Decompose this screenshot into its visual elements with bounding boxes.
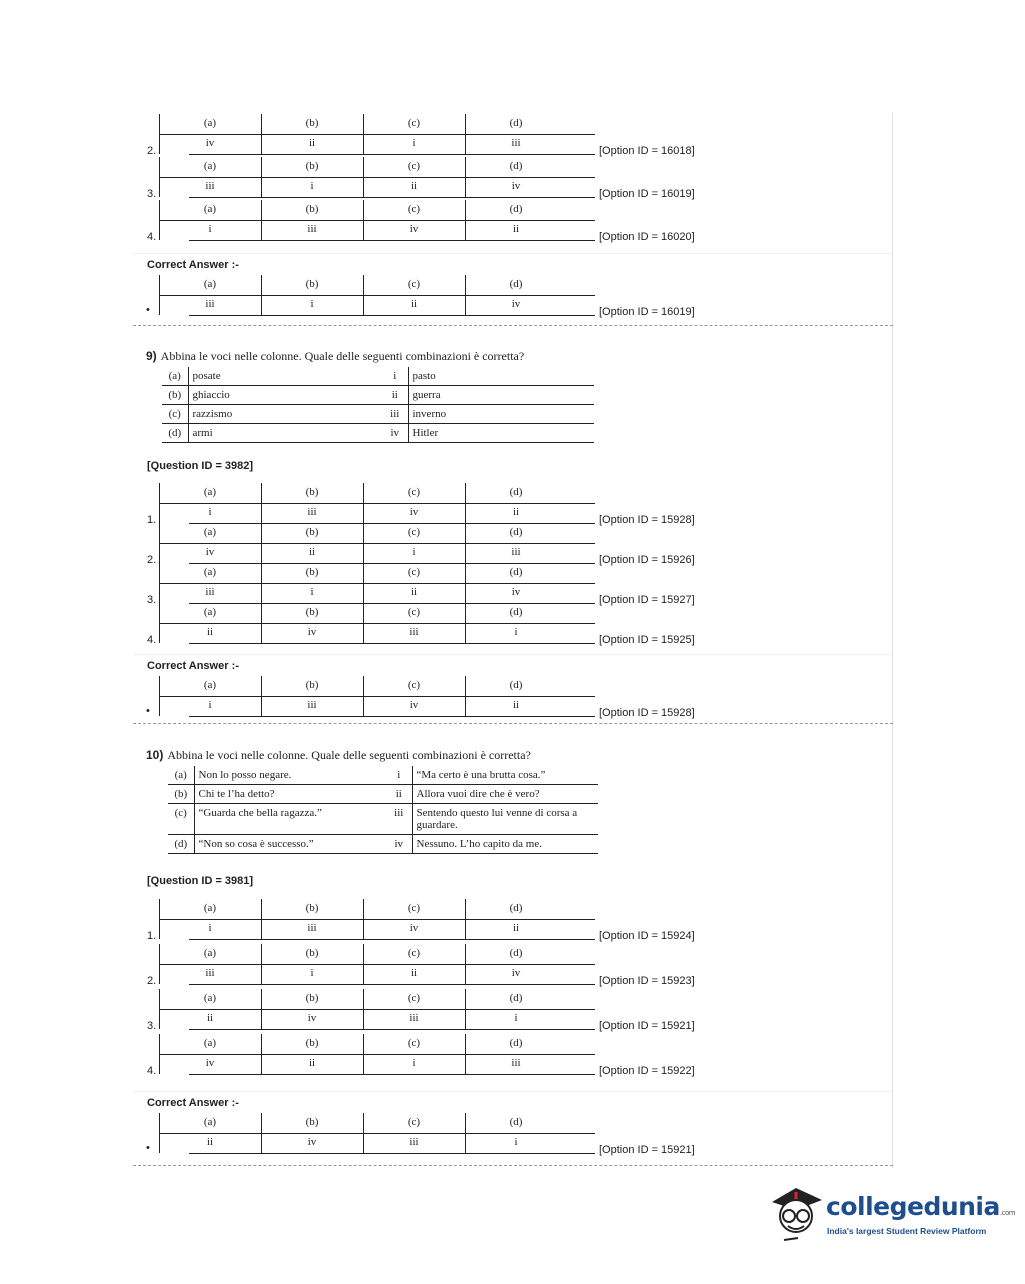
option-row[interactable] (133, 563, 893, 606)
option-value: iii (307, 223, 317, 235)
grid-rule (189, 643, 595, 644)
column-header: (b) (305, 902, 319, 914)
left-item: ghiaccio (188, 386, 382, 405)
right-item: inverno (408, 405, 594, 424)
option-number: 1. (147, 930, 157, 942)
grid-rule (159, 1133, 595, 1134)
option-value: i (514, 1136, 518, 1148)
column-header: (d) (509, 203, 523, 215)
option-value: iv (205, 546, 215, 558)
column-header: (c) (407, 902, 421, 914)
match-row (162, 386, 594, 405)
option-id: [Option ID = 16019] (599, 306, 695, 318)
option-id: [Option ID = 15928] (599, 707, 695, 719)
column-header: (c) (407, 947, 421, 959)
column-header: (d) (509, 947, 523, 959)
option-value: iv (409, 699, 419, 711)
column-header: (b) (305, 1116, 319, 1128)
option-id: [Option ID = 16020] (599, 231, 695, 243)
answer-bullet: • (146, 304, 150, 316)
column-header: (d) (509, 526, 523, 538)
section-rule (133, 253, 893, 254)
option-value: iv (307, 1136, 317, 1148)
correct-answer-label: Correct Answer :- (147, 259, 239, 271)
column-header: (a) (203, 947, 217, 959)
column-header: (d) (509, 1037, 523, 1049)
option-id: [Option ID = 16018] (599, 145, 695, 157)
option-value: ii (512, 922, 520, 934)
option-row[interactable] (133, 200, 893, 243)
grid-rule (159, 1009, 595, 1010)
question-text (146, 349, 524, 364)
column-header: (a) (203, 203, 217, 215)
column-header: (a) (203, 526, 217, 538)
column-header: (b) (305, 486, 319, 498)
row-numeral: ii (386, 785, 412, 804)
grid-rule (159, 1054, 595, 1055)
row-letter: (b) (168, 785, 194, 804)
option-number: 3. (147, 594, 157, 606)
row-letter: (a) (162, 367, 188, 386)
right-item: guerra (408, 386, 594, 405)
option-value: iii (205, 586, 215, 598)
question-divider (133, 1165, 893, 1166)
column-header: (a) (203, 117, 217, 129)
left-item: Chi te l’ha detto? (194, 785, 386, 804)
option-number: 3. (147, 188, 157, 200)
option-value: iii (307, 922, 317, 934)
question-divider (133, 723, 893, 724)
column-header: (a) (203, 902, 217, 914)
right-item: “Ma certo è una brutta cosa.” (412, 766, 598, 785)
option-row[interactable] (133, 275, 893, 318)
match-row (168, 785, 598, 804)
answer-bullet: • (146, 705, 150, 717)
right-item: Hitler (408, 424, 594, 443)
row-numeral: iv (382, 424, 408, 443)
grid-rule (159, 583, 595, 584)
match-row (168, 766, 598, 785)
option-row[interactable] (133, 1034, 893, 1077)
option-grid (159, 603, 595, 643)
match-row (162, 405, 594, 424)
option-number: 3. (147, 1020, 157, 1032)
row-numeral: i (382, 367, 408, 386)
option-value: iii (511, 1057, 521, 1069)
option-grid (159, 944, 595, 984)
grid-rule (159, 696, 595, 697)
option-number: 4. (147, 1065, 157, 1077)
collegedunia-logo (766, 1180, 1016, 1250)
column-header: (a) (203, 486, 217, 498)
row-numeral: iv (386, 835, 412, 854)
option-value: iii (409, 626, 419, 638)
column-header: (d) (509, 486, 523, 498)
option-number: 2. (147, 975, 157, 987)
column-header: (a) (203, 679, 217, 691)
option-value: iv (205, 137, 215, 149)
column-header: (b) (305, 992, 319, 1004)
column-header: (a) (203, 606, 217, 618)
option-value: iii (409, 1136, 419, 1148)
correct-answer-label: Correct Answer :- (147, 660, 239, 672)
option-value: ii (410, 967, 418, 979)
grid-rule (159, 964, 595, 965)
column-header: (c) (407, 278, 421, 290)
option-grid (159, 523, 595, 563)
option-value: iv (409, 922, 419, 934)
option-grid (159, 114, 595, 154)
column-header: (b) (305, 526, 319, 538)
option-grid (159, 200, 595, 240)
grid-rule (189, 984, 595, 985)
grid-rule (189, 154, 595, 155)
option-value: i (208, 922, 212, 934)
option-id: [Option ID = 15927] (599, 594, 695, 606)
column-header: (b) (305, 679, 319, 691)
question-body: Abbina le voci nelle colonne. Quale delle seguenti combinazioni è corretta? (160, 349, 525, 363)
option-id: [Option ID = 15922] (599, 1065, 695, 1077)
option-value: iv (205, 1057, 215, 1069)
option-value: i (514, 626, 518, 638)
column-header: (b) (305, 566, 319, 578)
right-item: Nessuno. L’ho capito da me. (412, 835, 598, 854)
question-number: 9) (146, 349, 157, 363)
option-id: [Option ID = 15926] (599, 554, 695, 566)
option-grid (159, 899, 595, 939)
question-divider (133, 325, 893, 326)
match-table (162, 367, 594, 443)
option-value: ii (512, 699, 520, 711)
option-value: iii (205, 967, 215, 979)
option-id: [Option ID = 15928] (599, 514, 695, 526)
option-value: iv (511, 298, 521, 310)
row-numeral: iii (382, 405, 408, 424)
option-value: i (208, 506, 212, 518)
option-value: ii (308, 1057, 316, 1069)
column-header: (b) (305, 278, 319, 290)
option-id: [Option ID = 15923] (599, 975, 695, 987)
option-row[interactable] (133, 676, 893, 719)
match-row (162, 367, 594, 386)
option-row[interactable] (133, 114, 893, 157)
option-number: 4. (147, 231, 157, 243)
option-row[interactable] (133, 483, 893, 526)
option-grid (159, 989, 595, 1029)
row-letter: (c) (168, 804, 194, 835)
grid-rule (189, 939, 595, 940)
option-value: i (310, 586, 314, 598)
column-header: (b) (305, 117, 319, 129)
option-value: iii (205, 180, 215, 192)
option-grid (159, 157, 595, 197)
option-value: ii (206, 1136, 214, 1148)
column-header: (d) (509, 992, 523, 1004)
left-item: razzismo (188, 405, 382, 424)
option-value: i (310, 180, 314, 192)
option-value: ii (410, 586, 418, 598)
option-value: ii (410, 298, 418, 310)
column-header: (d) (509, 160, 523, 172)
exam-sheet (133, 113, 893, 1168)
column-header: (d) (509, 1116, 523, 1128)
grid-rule (189, 1074, 595, 1075)
option-value: i (310, 967, 314, 979)
column-header: (b) (305, 160, 319, 172)
grid-rule (159, 919, 595, 920)
row-letter: (c) (162, 405, 188, 424)
option-value: iv (409, 223, 419, 235)
option-grid (159, 275, 595, 315)
column-header: (c) (407, 992, 421, 1004)
column-header: (b) (305, 203, 319, 215)
column-header: (a) (203, 992, 217, 1004)
option-number: 2. (147, 554, 157, 566)
option-value: iv (307, 626, 317, 638)
brand-tagline: India's largest Student Review Platform (827, 1226, 987, 1236)
grid-rule (159, 220, 595, 221)
option-id: [Option ID = 16019] (599, 188, 695, 200)
row-numeral: iii (386, 804, 412, 835)
option-grid (159, 563, 595, 603)
left-item: “Non so cosa è successo.” (194, 835, 386, 854)
row-letter: (d) (168, 835, 194, 854)
grid-rule (159, 134, 595, 135)
column-header: (d) (509, 679, 523, 691)
option-row[interactable] (133, 944, 893, 987)
option-value: iv (511, 967, 521, 979)
column-header: (c) (407, 679, 421, 691)
left-item: posate (188, 367, 382, 386)
option-value: i (412, 1057, 416, 1069)
option-value: iii (511, 137, 521, 149)
option-value: i (412, 137, 416, 149)
column-header: (d) (509, 902, 523, 914)
row-letter: (b) (162, 386, 188, 405)
column-header: (c) (407, 1116, 421, 1128)
option-row[interactable] (133, 1113, 893, 1156)
option-value: iv (307, 1012, 317, 1024)
column-header: (c) (407, 160, 421, 172)
option-value: i (514, 1012, 518, 1024)
column-header: (a) (203, 566, 217, 578)
right-item: pasto (408, 367, 594, 386)
option-number: 1. (147, 514, 157, 526)
option-value: iii (409, 1012, 419, 1024)
column-header: (a) (203, 1116, 217, 1128)
right-item: Allora vuoi dire che è vero? (412, 785, 598, 804)
mascot-icon (766, 1180, 826, 1246)
option-row[interactable] (133, 603, 893, 646)
match-table (168, 766, 598, 854)
option-value: iii (205, 298, 215, 310)
match-row (168, 804, 598, 835)
column-header: (c) (407, 1037, 421, 1049)
question-body: Abbina le voci nelle colonne. Quale delle seguenti combinazioni è corretta? (167, 748, 531, 762)
grid-rule (189, 197, 595, 198)
grid-rule (189, 716, 595, 717)
column-header: (a) (203, 1037, 217, 1049)
question-text (146, 748, 531, 763)
question-number: 10) (146, 748, 164, 762)
option-value: iv (511, 180, 521, 192)
match-row (162, 424, 594, 443)
column-header: (c) (407, 203, 421, 215)
grid-rule (189, 315, 595, 316)
option-value: i (208, 699, 212, 711)
option-id: [Option ID = 15921] (599, 1020, 695, 1032)
option-row[interactable] (133, 989, 893, 1032)
column-header: (c) (407, 526, 421, 538)
column-header: (c) (407, 117, 421, 129)
brand-suffix: .com (999, 1209, 1016, 1217)
option-number: 2. (147, 145, 157, 157)
option-value: iii (511, 546, 521, 558)
option-id: [Option ID = 15924] (599, 930, 695, 942)
option-value: i (310, 298, 314, 310)
option-row[interactable] (133, 157, 893, 200)
left-item: armi (188, 424, 382, 443)
option-value: iii (307, 506, 317, 518)
option-value: ii (512, 506, 520, 518)
grid-rule (189, 1029, 595, 1030)
section-rule (133, 654, 893, 655)
option-row[interactable] (133, 523, 893, 566)
section-rule (133, 1091, 893, 1092)
brand-name: collegedunia (826, 1192, 1000, 1221)
right-item: Sentendo questo lui venne di corsa a guardare. (412, 804, 598, 835)
row-letter: (a) (168, 766, 194, 785)
option-value: ii (512, 223, 520, 235)
column-header: (a) (203, 278, 217, 290)
option-number: 4. (147, 634, 157, 646)
grid-rule (159, 543, 595, 544)
answer-bullet: • (146, 1142, 150, 1154)
option-value: ii (308, 137, 316, 149)
option-value: ii (206, 626, 214, 638)
option-row[interactable] (133, 899, 893, 942)
grid-rule (159, 295, 595, 296)
option-grid (159, 483, 595, 523)
grid-rule (159, 503, 595, 504)
question-id: [Question ID = 3981] (147, 875, 254, 887)
column-header: (d) (509, 278, 523, 290)
option-value: iv (511, 586, 521, 598)
left-item: Non lo posso negare. (194, 766, 386, 785)
column-header: (c) (407, 486, 421, 498)
column-header: (c) (407, 566, 421, 578)
option-grid (159, 1034, 595, 1074)
option-grid (159, 1113, 595, 1153)
grid-rule (159, 177, 595, 178)
match-row (168, 835, 598, 854)
column-header: (d) (509, 566, 523, 578)
column-header: (b) (305, 1037, 319, 1049)
option-id: [Option ID = 15925] (599, 634, 695, 646)
row-numeral: i (386, 766, 412, 785)
column-header: (a) (203, 160, 217, 172)
option-value: i (412, 546, 416, 558)
row-numeral: ii (382, 386, 408, 405)
option-value: i (208, 223, 212, 235)
row-letter: (d) (162, 424, 188, 443)
column-header: (b) (305, 606, 319, 618)
option-value: iv (409, 506, 419, 518)
option-value: ii (410, 180, 418, 192)
grid-rule (189, 1153, 595, 1154)
grid-rule (159, 623, 595, 624)
option-value: iii (307, 699, 317, 711)
column-header: (b) (305, 947, 319, 959)
correct-answer-label: Correct Answer :- (147, 1097, 239, 1109)
question-id: [Question ID = 3982] (147, 460, 254, 472)
column-header: (c) (407, 606, 421, 618)
left-item: “Guarda che bella ragazza.” (194, 804, 386, 835)
option-grid (159, 676, 595, 716)
option-value: ii (308, 546, 316, 558)
column-header: (d) (509, 117, 523, 129)
column-header: (d) (509, 606, 523, 618)
option-value: ii (206, 1012, 214, 1024)
grid-rule (189, 240, 595, 241)
option-id: [Option ID = 15921] (599, 1144, 695, 1156)
